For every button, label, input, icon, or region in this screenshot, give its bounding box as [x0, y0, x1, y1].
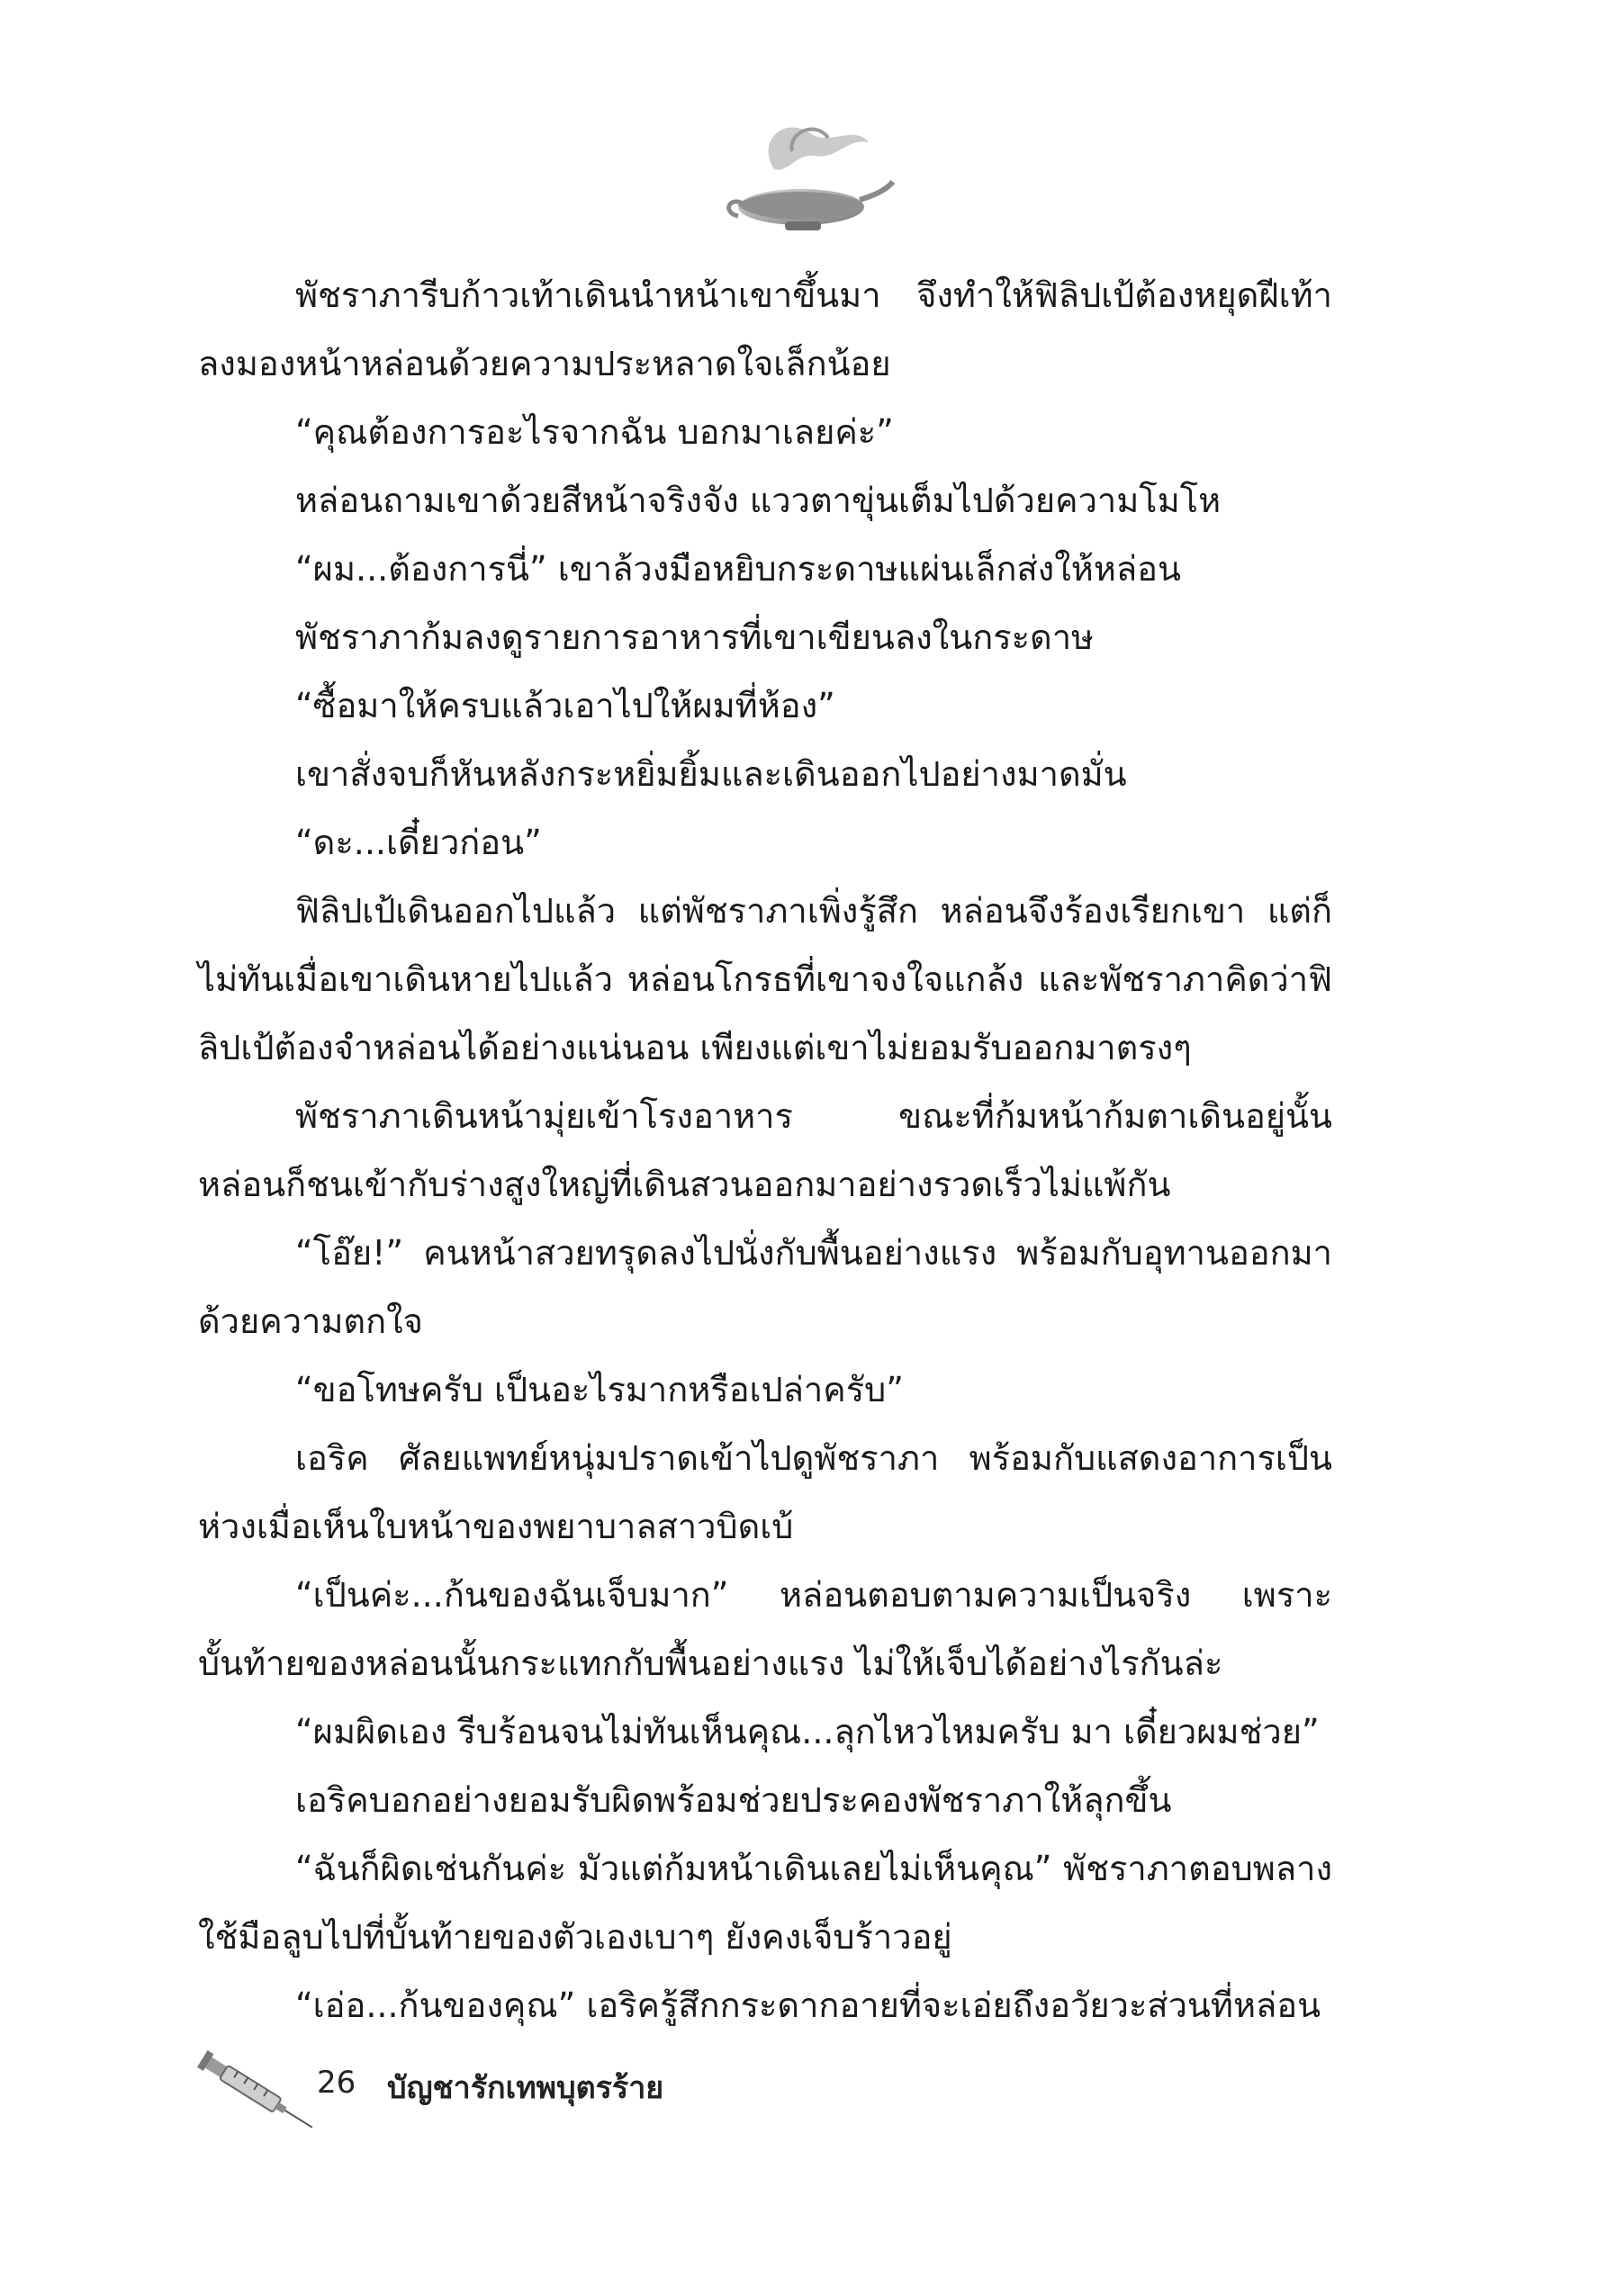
paragraph: “ผม...ต้องการนี่” เขาล้วงมือหยิบกระดาษแผ่นเล็กส่งให้หล่อน — [295, 549, 1181, 589]
paragraph: พัชราภาก้มลงดูรายการอาหารที่เขาเขียนลงในกระดาษ — [295, 617, 1095, 657]
page-number: 26 — [317, 2065, 356, 2101]
paragraph: “เอ่อ...ก้นของคุณ” เอริครู้สึกกระดากอายที่จะเอ่ยถึงอวัยวะส่วนที่หล่อน — [295, 1985, 1321, 2025]
paragraph: “ผมผิดเอง รีบร้อนจนไม่ทันเห็นคุณ...ลุกไหวไหมครับ มา เดี๋ยวผมช่วย” — [295, 1712, 1320, 1751]
paragraph: หล่อนถามเขาด้วยสีหน้าจริงจัง แววตาขุ่นเต็มไปด้วยความโมโห — [295, 481, 1222, 520]
paragraph: “เป็นค่ะ...ก้นของฉันเจ็บมาก” หล่อนตอบตามความเป็นจริง เพราะบั้นท้ายของหล่อนนั้นกระแทกกับพื้นอย่างแรง ไม่ให้เจ็บได้อย่างไรกันล่ะ — [198, 1575, 1332, 1683]
paragraph: “ดะ...เดี๋ยวก่อน” — [295, 823, 542, 862]
paragraph: ฟิลิปเป้เดินออกไปแล้ว แต่พัชราภาเพิ่งรู้สึก หล่อนจึงร้องเรียกเขา แต่ก็ไม่ทันเมื่อเขาเดินหายไปแล้ว หล่อนโกรธที่เขาจงใจแกล้ง และพัชราภาคิดว่าฟิลิปเป้ต้องจำหล่อนได้อย่างแน่นอน เพียงแต่เขาไม่ยอมรับออกมาตรงๆ — [198, 891, 1332, 1067]
page-footer — [189, 2043, 819, 2151]
paragraph: “โอ๊ย!” คนหน้าสวยทรุดลงไปนั่งกับพื้นอย่างแรง พร้อมกับอุทานออกมาด้วยความตกใจ — [198, 1233, 1332, 1341]
paragraph: “ขอโทษครับ เป็นอะไรมากหรือเปล่าครับ” — [295, 1370, 904, 1409]
paragraph: “ฉันก็ผิดเช่นกันค่ะ มัวแต่ก้มหน้าเดินเลยไม่เห็นคุณ” พัชราภาตอบพลางใช้มือลูบไปที่บั้นท้ายของตัวเองเบาๆ ยังคงเจ็บร้าวอยู่ — [198, 1849, 1332, 1957]
book-title: บัญชารักเทพบุตรร้าย — [387, 2070, 664, 2106]
lamp-ornament-icon — [702, 106, 900, 241]
paragraph: เขาสั่งจบก็หันหลังกระหยิ่มยิ้มและเดินออกไปอย่างมาดมั่น — [295, 754, 1127, 794]
paragraph: เอริคบอกอย่างยอมรับผิดพร้อมช่วยประคองพัชราภาให้ลุกขึ้น — [295, 1780, 1172, 1820]
paragraph: “ซื้อมาให้ครบแล้วเอาไปให้ผมที่ห้อง” — [295, 686, 835, 725]
syringe-icon — [189, 2043, 324, 2142]
body-text — [198, 261, 1332, 2039]
paragraph: “คุณต้องการอะไรจากฉัน บอกมาเลยค่ะ” — [295, 412, 894, 452]
paragraph: พัชราภาเดินหน้ามุ่ยเข้าโรงอาหาร ขณะที่ก้มหน้าก้มตาเดินอยู่นั้น หล่อนก็ชนเข้ากับร่างสูงใหญ่ที่เดินสวนออกมาอย่างรวดเร็วไม่แพ้กัน — [198, 1096, 1332, 1204]
paragraph: เอริค ศัลยแพทย์หนุ่มปราดเข้าไปดูพัชราภา พร้อมกับแสดงอาการเป็นห่วงเมื่อเห็นใบหน้าของพยาบาลสาวบิดเบ้ — [198, 1438, 1332, 1546]
paragraph: พัชราภารีบก้าวเท้าเดินนำหน้าเขาขึ้นมา จึงทำให้ฟิลิปเป้ต้องหยุดฝีเท้าลงมองหน้าหล่อนด้วยความประหลาดใจเล็กน้อย — [198, 275, 1332, 383]
